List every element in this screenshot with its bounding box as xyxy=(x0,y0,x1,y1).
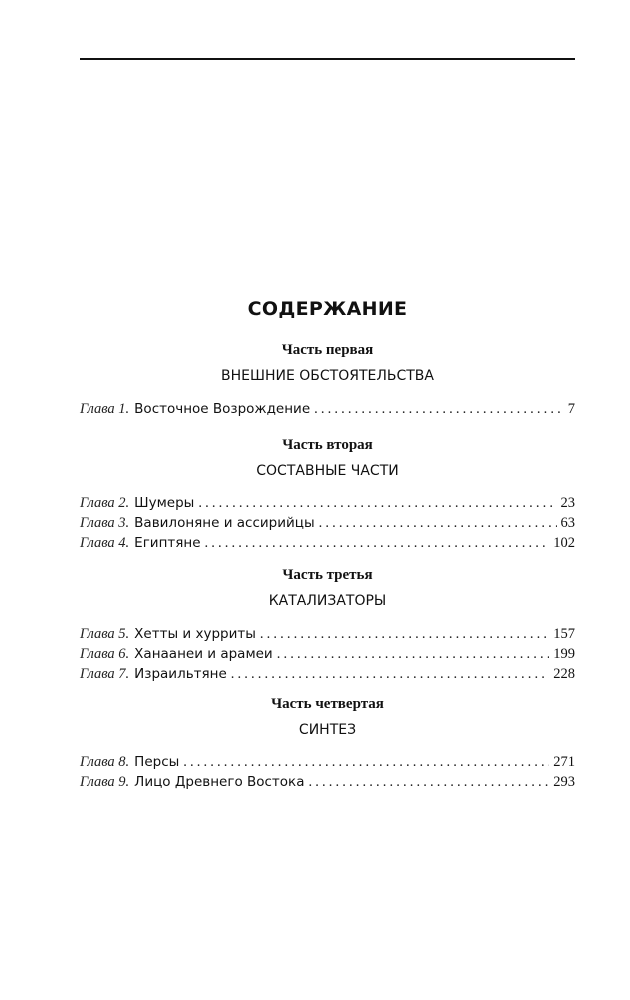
chapter-number: Глава 8. xyxy=(80,754,130,770)
chapter-title: Ханаанеи и арамеи xyxy=(134,646,273,662)
chapter-number: Глава 4. xyxy=(80,535,130,551)
chapter-number: Глава 3. xyxy=(80,515,130,531)
dot-leader xyxy=(314,399,564,419)
chapter-title: Вавилоняне и ассирийцы xyxy=(134,515,315,531)
chapter-number: Глава 9. xyxy=(80,774,130,790)
page-number: 271 xyxy=(553,754,575,770)
part-name: КАТАЛИЗАТОРЫ xyxy=(268,593,387,609)
toc-entry[interactable] xyxy=(80,493,575,513)
chapter-title: Персы xyxy=(134,754,180,770)
part-heading-2 xyxy=(80,435,575,481)
chapter-title: Восточное Возрождение xyxy=(134,401,311,417)
toc-entry[interactable] xyxy=(80,752,575,772)
part-label: Часть третья xyxy=(282,567,373,583)
page-number: 157 xyxy=(553,626,575,642)
page-number: 199 xyxy=(553,646,575,662)
toc-entry[interactable] xyxy=(80,533,575,553)
dot-leader xyxy=(198,493,556,513)
part-heading-4 xyxy=(80,694,575,740)
chapter-title: Египтяне xyxy=(134,535,201,551)
chapter-title: Лицо Древнего Востока xyxy=(134,774,305,790)
chapter-title: Шумеры xyxy=(134,495,195,511)
page-number: 7 xyxy=(567,401,575,417)
part-label: Часть четвертая xyxy=(271,696,384,712)
page-title: СОДЕРЖАНИЕ xyxy=(247,298,408,320)
chapter-number: Глава 6. xyxy=(80,646,130,662)
dot-leader xyxy=(183,752,549,772)
part-name: СИНТЕЗ xyxy=(298,722,357,738)
page-number: 293 xyxy=(553,774,575,790)
dot-leader xyxy=(231,664,549,684)
toc-entry[interactable] xyxy=(80,644,575,664)
chapter-number: Глава 7. xyxy=(80,666,130,682)
part-heading-3 xyxy=(80,565,575,611)
toc-entry[interactable] xyxy=(80,624,575,644)
dot-leader xyxy=(319,513,557,533)
chapter-title: Израильтяне xyxy=(134,666,227,682)
toc-entry[interactable] xyxy=(80,399,575,419)
chapter-number: Глава 2. xyxy=(80,495,130,511)
part-label: Часть первая xyxy=(281,342,374,358)
page-number: 63 xyxy=(560,515,575,531)
chapter-list-3 xyxy=(80,624,575,684)
chapter-number: Глава 5. xyxy=(80,626,130,642)
dot-leader xyxy=(205,533,550,553)
chapter-title: Хетты и хурриты xyxy=(134,626,256,642)
toc-entry[interactable] xyxy=(80,772,575,792)
dot-leader xyxy=(308,772,549,792)
header-rule xyxy=(80,58,575,60)
chapter-list-2 xyxy=(80,493,575,553)
part-heading-1 xyxy=(80,340,575,386)
part-name: СОСТАВНЫЕ ЧАСТИ xyxy=(256,463,399,479)
chapter-list-1 xyxy=(80,399,575,419)
chapter-list-4 xyxy=(80,752,575,792)
dot-leader xyxy=(277,644,550,664)
page-number: 228 xyxy=(553,666,575,682)
chapter-number: Глава 1. xyxy=(80,401,130,417)
page-number: 23 xyxy=(560,495,575,511)
dot-leader xyxy=(260,624,549,644)
part-label: Часть вторая xyxy=(282,437,373,453)
toc-entry[interactable] xyxy=(80,513,575,533)
toc-entry[interactable] xyxy=(80,664,575,684)
part-name: ВНЕШНИЕ ОБСТОЯТЕЛЬСТВА xyxy=(221,368,434,384)
page-number: 102 xyxy=(553,535,575,551)
